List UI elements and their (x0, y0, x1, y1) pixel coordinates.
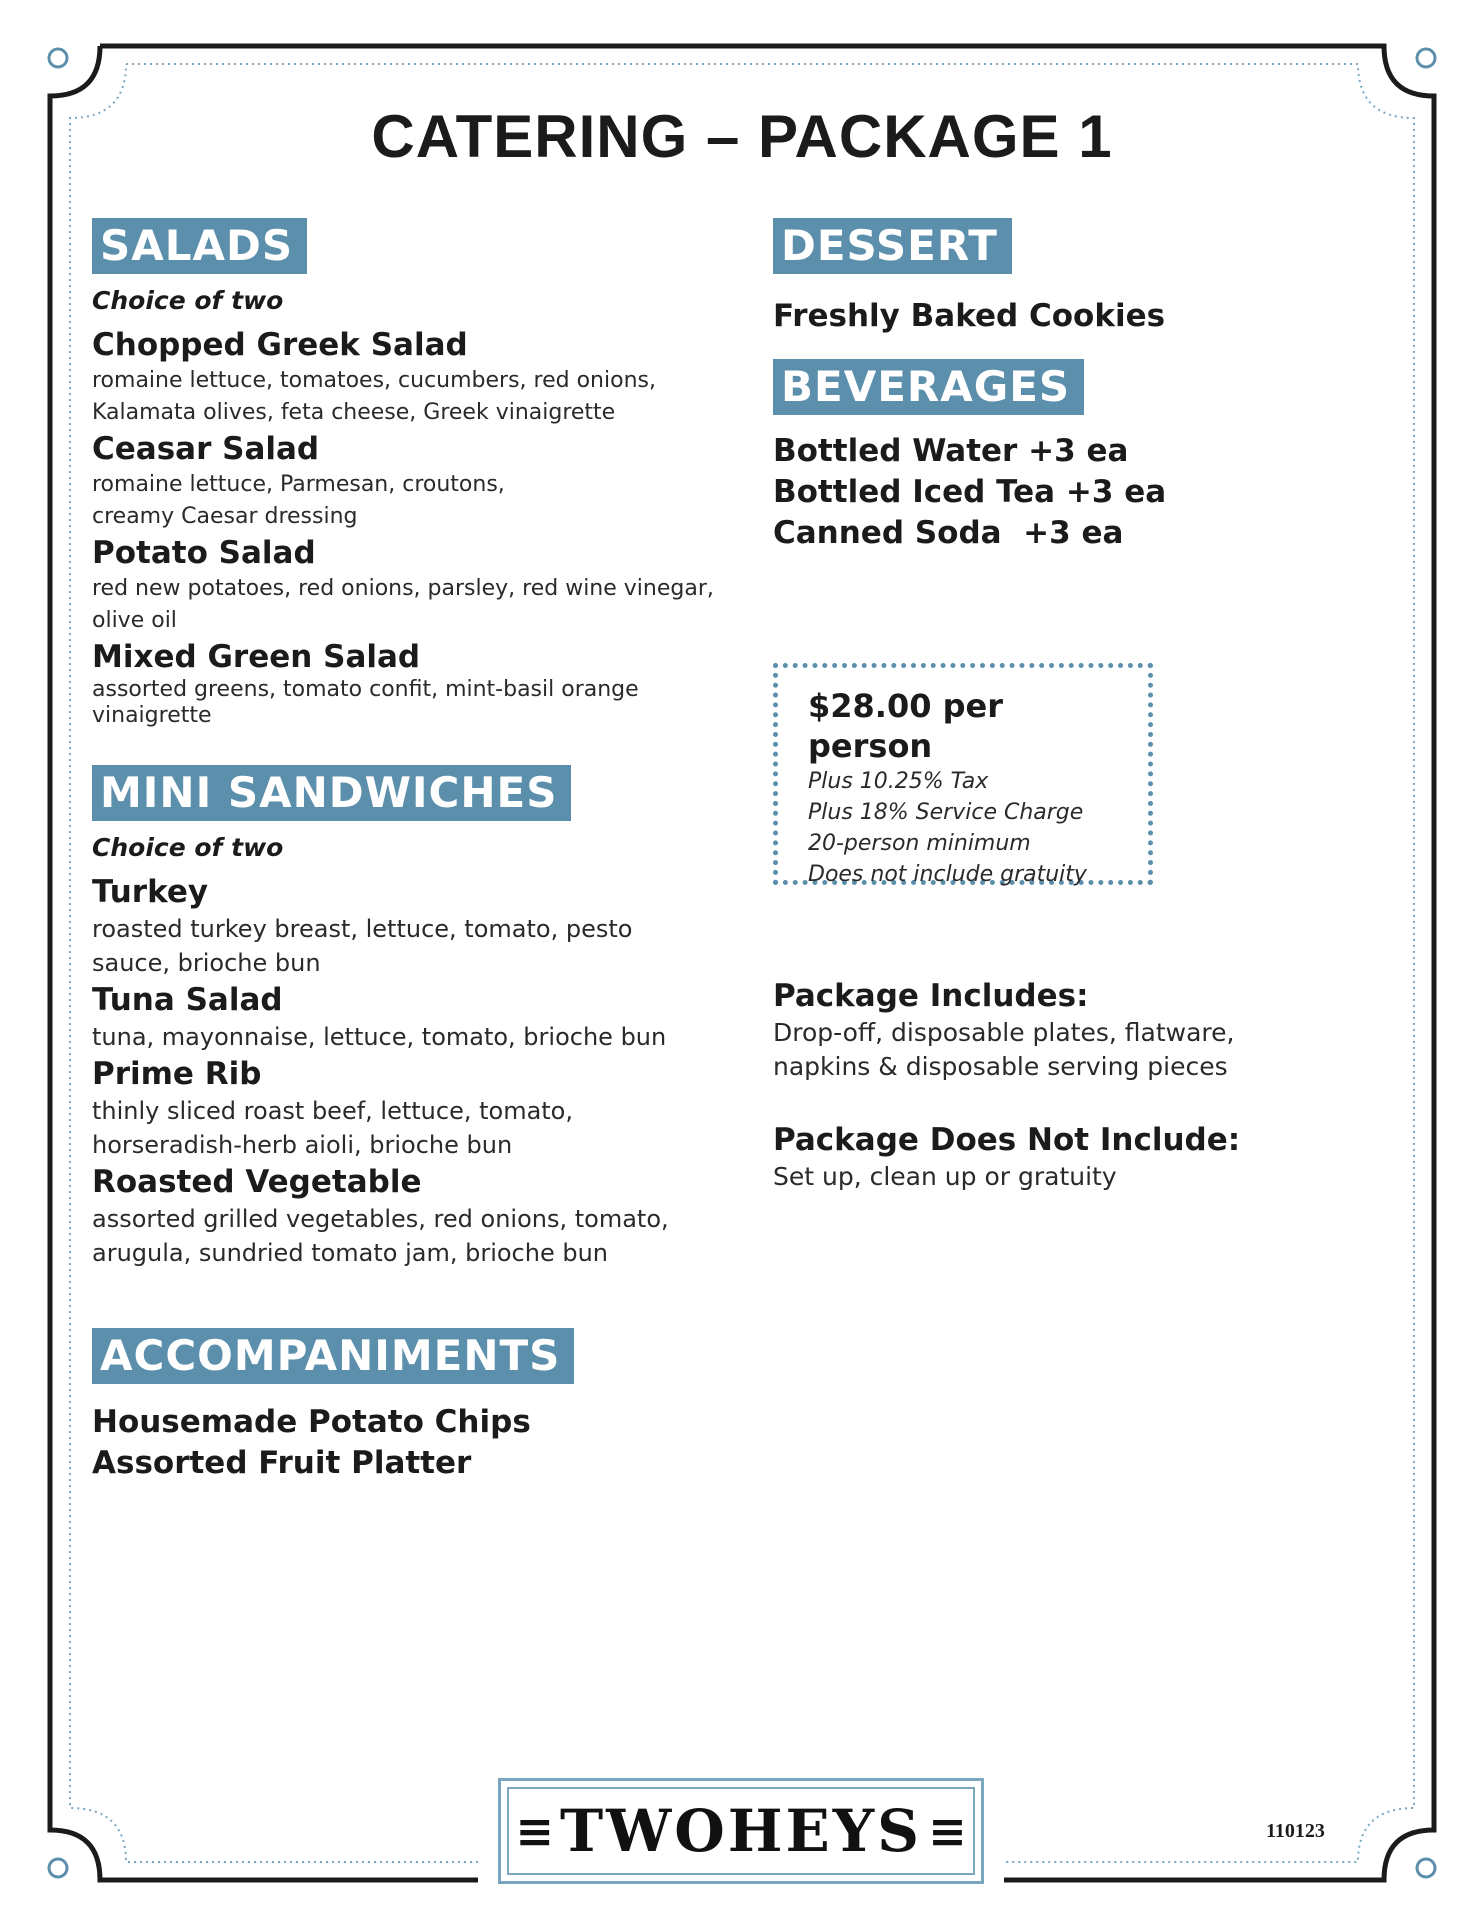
price-box (773, 663, 1153, 885)
accompaniment-item: Assorted Fruit Platter (92, 1445, 472, 1481)
salads-heading: SALADS (92, 218, 307, 274)
price-note: Plus 18% Service Charge (808, 800, 1084, 825)
salad-item-desc: romaine lettuce, Parmesan, croutons, (92, 472, 505, 497)
sandwich-item (92, 872, 732, 980)
package-includes (773, 976, 1393, 1084)
salad-item (92, 637, 732, 729)
sandwich-item-desc: tuna, mayonnaise, lettuce, tomato, brioche bun (92, 1023, 667, 1051)
sandwich-item-desc: roasted turkey breast, lettuce, tomato, pesto (92, 915, 633, 943)
beverage-item: Bottled Water +3 ea (773, 433, 1129, 469)
salad-item-name: Mixed Green Salad (92, 639, 421, 675)
salad-item-desc: red new potatoes, red onions, parsley, red wine vinegar, (92, 576, 714, 601)
package-excludes (773, 1120, 1393, 1194)
price-note: 20-person minimum (808, 831, 1031, 856)
beverage-item: Canned Soda +3 ea (773, 515, 1124, 551)
logo-bars-icon: ≡ (515, 1804, 554, 1858)
logo-text: TWOHEYS (559, 1797, 923, 1865)
sandwich-item-name: Turkey (92, 874, 209, 910)
salad-item (92, 533, 732, 637)
sandwich-item-desc: thinly sliced roast beef, lettuce, tomato, (92, 1097, 573, 1125)
sandwich-item (92, 980, 732, 1054)
package-excludes-title: Package Does Not Include: (773, 1122, 1241, 1158)
beverage-item: Bottled Iced Tea +3 ea (773, 474, 1167, 510)
accompaniments-list (92, 1402, 732, 1484)
sandwich-item-name: Tuna Salad (92, 982, 283, 1018)
package-excludes-text: Set up, clean up or gratuity (773, 1162, 1117, 1191)
salad-item-desc: assorted greens, tomato confit, mint-basil orange (92, 677, 639, 702)
sandwich-item-name: Roasted Vegetable (92, 1164, 422, 1200)
dessert-item: Freshly Baked Cookies (773, 298, 1166, 334)
logo-inner-border (507, 1787, 975, 1875)
salad-item-desc: romaine lettuce, tomatoes, cucumbers, red onions, (92, 368, 656, 393)
salad-item (92, 325, 732, 429)
beverages-heading: BEVERAGES (773, 359, 1084, 415)
page-title: CATERING – PACKAGE 1 (371, 103, 1113, 170)
corner-ornament-bottom-right (1417, 1859, 1435, 1877)
sandwich-item (92, 1054, 732, 1162)
left-column (92, 218, 732, 1484)
salad-item-desc: creamy Caesar dressing (92, 504, 358, 529)
package-includes-text: napkins & disposable serving pieces (773, 1052, 1228, 1081)
mini-sandwiches-heading: MINI SANDWICHES (92, 765, 571, 821)
accompaniment-item: Housemade Potato Chips (92, 1404, 531, 1440)
price-note: Plus 10.25% Tax (808, 769, 989, 794)
price-note: Does not include gratuity (808, 862, 1087, 887)
salads-choice-note: Choice of two (92, 286, 284, 315)
salad-item-name: Ceasar Salad (92, 431, 320, 467)
sandwich-item-desc: horseradish-herb aioli, brioche bun (92, 1131, 513, 1159)
salad-item-desc: Kalamata olives, feta cheese, Greek vinaigrette (92, 400, 616, 425)
salad-item-desc: olive oil (92, 608, 177, 633)
sandwiches-choice-note: Choice of two (92, 833, 284, 862)
sandwich-item (92, 1162, 732, 1270)
document-code: 110123 (1266, 1820, 1325, 1842)
salad-item-name: Chopped Greek Salad (92, 327, 468, 363)
sandwich-item-desc: assorted grilled vegetables, red onions, tomato, (92, 1205, 669, 1233)
dessert-heading: DESSERT (773, 218, 1012, 274)
corner-ornament-top-left (49, 49, 67, 67)
logo-bars-icon: ≡ (928, 1804, 967, 1858)
package-includes-title: Package Includes: (773, 978, 1089, 1014)
salad-item (92, 429, 732, 533)
sandwich-item-desc: arugula, sundried tomato jam, brioche bun (92, 1239, 609, 1267)
sandwich-item-name: Prime Rib (92, 1056, 262, 1092)
beverages-list (773, 431, 1393, 554)
accompaniments-heading: ACCOMPANIMENTS (92, 1328, 574, 1384)
sandwich-item-desc: sauce, brioche bun (92, 949, 321, 977)
salad-item-name: Potato Salad (92, 535, 316, 571)
salad-item-desc: vinaigrette (92, 703, 212, 728)
corner-ornament-bottom-left (49, 1859, 67, 1877)
package-includes-text: Drop-off, disposable plates, flatware, (773, 1018, 1235, 1047)
price-per-person: $28.00 per person (808, 687, 1004, 765)
corner-ornament-top-right (1417, 49, 1435, 67)
twoheys-logo (498, 1778, 984, 1884)
right-column (773, 218, 1393, 554)
